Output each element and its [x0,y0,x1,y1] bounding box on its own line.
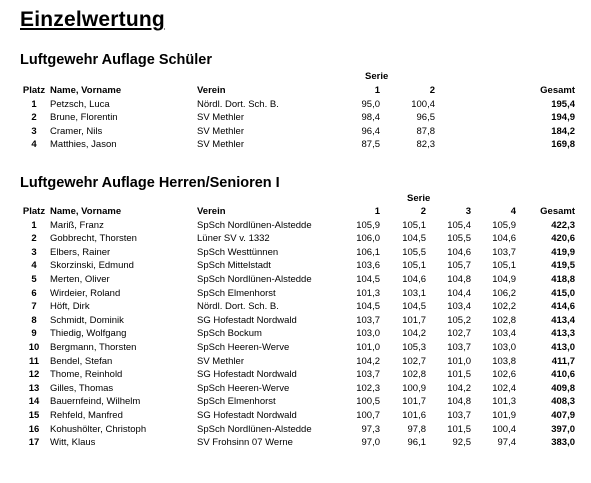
table-row [20,219,575,233]
cell-name: Rehfeld, Manfred [50,409,123,421]
cell-platz: 14 [28,396,40,408]
cell-serie-4: 101,3 [492,396,516,408]
cell-serie-1: 104,5 [356,273,380,285]
cell-gesamt: 184,2 [551,125,575,137]
header-verein: Verein [197,85,226,96]
cell-name: Skorzinski, Edmund [50,260,134,272]
cell-platz: 3 [31,125,37,137]
cell-gesamt: 407,9 [551,409,575,421]
cell-gesamt: 413,0 [551,341,575,353]
table-row [20,125,575,139]
cell-serie-4: 102,8 [492,314,516,326]
cell-serie-4: 106,2 [492,287,516,299]
cell-serie-2: 105,1 [402,260,426,272]
cell-serie-4: 102,6 [492,369,516,381]
cell-platz: 2 [31,112,37,124]
cell-platz: 10 [28,341,40,353]
cell-verein: SpSch Bockum [197,328,262,340]
cell-serie-1: 106,0 [356,233,380,245]
table-row [20,314,575,328]
cell-serie-4: 103,0 [492,341,516,353]
cell-name: Merten, Oliver [50,273,110,285]
cell-platz: 1 [31,219,37,231]
cell-serie-1: 104,5 [356,301,380,313]
cell-serie-3: 104,6 [447,246,471,258]
cell-platz: 17 [28,437,40,449]
cell-verein: SG Hofestadt Nordwald [197,409,297,421]
cell-serie-2: 101,7 [402,314,426,326]
cell-serie-1: 101,3 [356,287,380,299]
cell-serie-2: 105,3 [402,341,426,353]
cell-serie-4: 105,1 [492,260,516,272]
cell-serie-3: 103,7 [447,341,471,353]
page-title: Einzelwertung [20,8,165,31]
header-verein: Verein [197,206,226,217]
cell-name: Kohushölter, Christoph [50,423,147,435]
cell-gesamt: 415,0 [551,287,575,299]
cell-platz: 16 [28,423,40,435]
cell-gesamt: 418,8 [551,273,575,285]
cell-serie-1: 106,1 [356,246,380,258]
header-serie-3: 3 [465,206,471,217]
cell-gesamt: 411,7 [551,355,575,367]
cell-serie-1: 102,3 [356,382,380,394]
table-row [20,138,575,152]
section-title-schueler: Luftgewehr Auflage Schüler [20,52,213,68]
cell-serie-2: 104,5 [402,301,426,313]
cell-serie-3: 103,7 [447,409,471,421]
cell-serie-3: 103,4 [447,301,471,313]
cell-serie-1: 100,7 [356,409,380,421]
header-serie-1: 1 [374,206,380,217]
cell-serie-3: 92,5 [452,437,471,449]
cell-serie-2: 96,5 [416,112,435,124]
table-row [20,287,575,301]
cell-serie-3: 105,4 [447,219,471,231]
table-header-row [20,84,575,98]
cell-name: Petzsch, Luca [50,98,110,110]
header-name: Name, Vorname [50,206,122,217]
cell-name: Elbers, Rainer [50,246,111,258]
cell-serie-1: 97,3 [361,423,380,435]
cell-serie-4: 104,6 [492,233,516,245]
cell-serie-3: 101,5 [447,423,471,435]
table-row [20,423,575,437]
cell-serie-3: 101,5 [447,369,471,381]
cell-verein: SV Methler [197,139,244,151]
cell-serie-2: 102,7 [402,355,426,367]
table-row [20,246,575,260]
cell-serie-3: 105,7 [447,260,471,272]
cell-name: Gilles, Thomas [50,382,114,394]
cell-platz: 9 [31,328,37,340]
cell-serie-4: 104,9 [492,273,516,285]
cell-serie-2: 101,7 [402,396,426,408]
cell-serie-1: 100,5 [356,396,380,408]
table-row [20,98,575,112]
cell-serie-4: 100,4 [492,423,516,435]
table-row [20,259,575,273]
cell-serie-3: 101,0 [447,355,471,367]
cell-name: Höft, Dirk [50,301,90,313]
cell-gesamt: 413,4 [551,314,575,326]
cell-verein: SV Methler [197,125,244,137]
cell-serie-4: 97,4 [497,437,516,449]
cell-serie-1: 103,7 [356,369,380,381]
table-row [20,409,575,423]
cell-gesamt: 410,6 [551,369,575,381]
header-name: Name, Vorname [50,85,122,96]
cell-verein: SpSch Mittelstadt [197,260,271,272]
table-row [20,341,575,355]
cell-serie-2: 96,1 [407,437,426,449]
cell-platz: 12 [28,369,40,381]
cell-serie-2: 105,1 [402,219,426,231]
cell-serie-1: 103,7 [356,314,380,326]
cell-platz: 13 [28,382,40,394]
cell-gesamt: 195,4 [551,98,575,110]
cell-gesamt: 419,5 [551,260,575,272]
cell-verein: SpSch Westtünnen [197,246,279,258]
cell-serie-2: 105,5 [402,246,426,258]
cell-serie-1: 98,4 [361,112,380,124]
cell-serie-1: 97,0 [361,437,380,449]
results-table-schueler [20,84,575,152]
serie-label-schueler: Serie [365,71,389,82]
cell-serie-2: 97,8 [407,423,426,435]
table-row [20,382,575,396]
cell-name: Bauernfeind, Wilhelm [50,396,141,408]
cell-serie-1: 87,5 [361,139,380,151]
cell-serie-2: 100,4 [411,98,435,110]
cell-platz: 8 [31,314,37,326]
cell-verein: Nördl. Dort. Sch. B. [197,301,279,313]
cell-gesamt: 422,3 [551,219,575,231]
cell-verein: SpSch Heeren-Werve [197,341,290,353]
cell-serie-4: 105,9 [492,219,516,231]
table-row [20,232,575,246]
cell-serie-4: 102,4 [492,382,516,394]
cell-serie-1: 95,0 [361,98,380,110]
cell-gesamt: 420,6 [551,233,575,245]
cell-serie-2: 104,6 [402,273,426,285]
cell-gesamt: 419,9 [551,246,575,258]
cell-verein: SV Frohsinn 07 Werne [197,437,293,449]
header-serie-4: 4 [510,206,516,217]
cell-name: Bendel, Stefan [50,355,113,367]
cell-serie-1: 103,0 [356,328,380,340]
header-serie-2: 2 [429,85,435,96]
cell-serie-1: 96,4 [361,125,380,137]
cell-serie-2: 87,8 [416,125,435,137]
cell-platz: 15 [28,409,40,421]
cell-serie-1: 103,6 [356,260,380,272]
cell-serie-4: 103,4 [492,328,516,340]
cell-name: Witt, Klaus [50,437,96,449]
cell-serie-3: 104,8 [447,273,471,285]
cell-name: Brune, Florentin [50,112,118,124]
cell-verein: SpSch Elmenhorst [197,287,276,299]
table-row [20,436,575,450]
cell-verein: SG Hofestadt Nordwald [197,314,297,326]
cell-platz: 4 [31,260,37,272]
cell-platz: 4 [31,139,37,151]
cell-verein: SpSch Nordlünen-Alstedde [197,273,312,285]
cell-name: Gobbrecht, Thorsten [50,233,137,245]
header-serie-1: 1 [374,85,380,96]
cell-gesamt: 194,9 [551,112,575,124]
cell-platz: 11 [28,355,40,367]
table-header-row [20,205,575,219]
cell-gesamt: 414,6 [551,301,575,313]
cell-platz: 5 [31,273,37,285]
cell-serie-3: 104,2 [447,382,471,394]
table-row [20,355,575,369]
cell-serie-1: 101,0 [356,341,380,353]
header-platz: Platz [22,206,46,217]
serie-label-herren: Serie [407,193,431,204]
cell-name: Matthies, Jason [50,139,117,151]
cell-verein: SpSch Elmenhorst [197,396,276,408]
cell-gesamt: 409,8 [551,382,575,394]
cell-serie-3: 105,2 [447,314,471,326]
cell-serie-1: 105,9 [356,219,380,231]
cell-gesamt: 413,3 [551,328,575,340]
cell-gesamt: 408,3 [551,396,575,408]
cell-verein: SpSch Heeren-Werve [197,382,290,394]
cell-platz: 3 [31,246,37,258]
cell-serie-4: 103,7 [492,246,516,258]
cell-name: Mariß, Franz [50,219,104,231]
results-table-herren [20,205,575,450]
cell-platz: 2 [31,233,37,245]
cell-serie-4: 103,8 [492,355,516,367]
cell-serie-2: 82,3 [416,139,435,151]
cell-serie-4: 102,2 [492,301,516,313]
cell-verein: SpSch Nordlünen-Alstedde [197,219,312,231]
table-row [20,111,575,125]
cell-serie-1: 104,2 [356,355,380,367]
cell-serie-3: 104,4 [447,287,471,299]
cell-gesamt: 169,8 [551,139,575,151]
header-serie-2: 2 [420,206,426,217]
cell-verein: Nördl. Dort. Sch. B. [197,98,279,110]
table-row [20,327,575,341]
cell-name: Schmidt, Dominik [50,314,124,326]
cell-verein: SpSch Nordlünen-Alstedde [197,423,312,435]
header-platz: Platz [22,85,46,96]
table-row [20,273,575,287]
cell-verein: SG Hofestadt Nordwald [197,369,297,381]
cell-name: Thome, Reinhold [50,369,123,381]
cell-verein: SV Methler [197,355,244,367]
cell-serie-3: 104,8 [447,396,471,408]
cell-platz: 1 [31,98,37,110]
header-gesamt: Gesamt [540,85,575,96]
cell-serie-2: 104,2 [402,328,426,340]
cell-platz: 6 [31,287,37,299]
table-row [20,395,575,409]
cell-name: Cramer, Nils [50,125,103,137]
header-gesamt: Gesamt [540,206,575,217]
cell-serie-2: 104,5 [402,233,426,245]
cell-verein: SV Methler [197,112,244,124]
cell-name: Thiedig, Wolfgang [50,328,127,340]
cell-name: Bergmann, Thorsten [50,341,137,353]
cell-serie-3: 102,7 [447,328,471,340]
cell-serie-2: 102,8 [402,369,426,381]
cell-gesamt: 383,0 [551,437,575,449]
cell-serie-3: 105,5 [447,233,471,245]
section-title-herren: Luftgewehr Auflage Herren/Senioren I [20,175,280,191]
cell-gesamt: 397,0 [551,423,575,435]
cell-serie-4: 101,9 [492,409,516,421]
cell-serie-2: 100,9 [402,382,426,394]
cell-serie-2: 101,6 [402,409,426,421]
table-row [20,300,575,314]
cell-serie-2: 103,1 [402,287,426,299]
table-row [20,368,575,382]
cell-name: Wirdeier, Roland [50,287,121,299]
cell-verein: Lüner SV v. 1332 [197,233,270,245]
cell-platz: 7 [31,301,37,313]
